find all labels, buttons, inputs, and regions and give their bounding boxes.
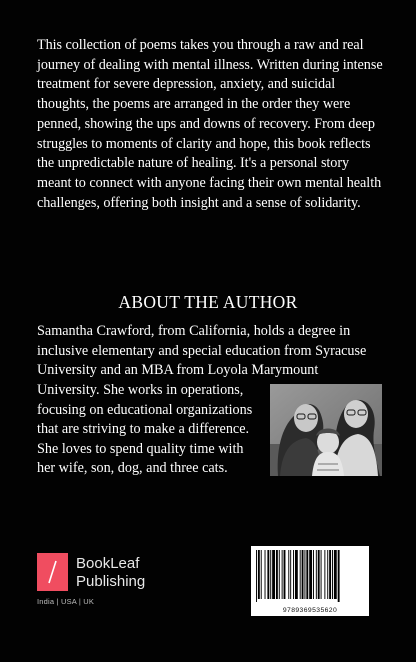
publisher-logo xyxy=(37,553,187,613)
barcode-bars xyxy=(256,550,364,602)
barcode-bar xyxy=(334,550,337,599)
barcode-bar xyxy=(309,550,312,599)
about-author-heading: ABOUT THE AUTHOR xyxy=(118,292,298,312)
author-bio-continued xyxy=(37,381,272,479)
author-bio-line: her wife, son, dog, and three cats. xyxy=(37,460,228,477)
barcode-bar xyxy=(270,550,271,599)
barcode-bar xyxy=(267,550,269,599)
barcode-bar xyxy=(329,550,331,599)
author-bio-line: that are striving to make a difference. xyxy=(37,421,250,438)
barcode-bar xyxy=(306,550,308,599)
barcode-bar xyxy=(302,550,304,599)
author-bio-line: focusing on educational organizations xyxy=(37,401,253,418)
barcode-bar xyxy=(276,550,278,599)
barcode-bar xyxy=(293,550,294,599)
isbn-number: 9789369535620 xyxy=(282,607,338,614)
barcode-bar xyxy=(290,550,291,599)
barcode-bar xyxy=(324,550,325,599)
barcode-bar xyxy=(304,550,305,599)
author-photo xyxy=(270,384,382,476)
barcode-bar xyxy=(300,550,301,599)
barcode-bar xyxy=(316,550,317,599)
publisher-name: BookLeaf xyxy=(76,555,140,572)
barcode-bar xyxy=(338,550,340,602)
barcode-bar xyxy=(318,550,320,599)
author-bio-intro: Samantha Crawford, from California, holds a degree in inclusive elementary and special education from Syracuse University and an MBA from Loyola Marymount xyxy=(37,323,367,379)
publisher-name-second-line: Publishing xyxy=(76,573,146,590)
barcode-bar xyxy=(279,550,280,599)
barcode-bar xyxy=(258,550,260,599)
barcode-bar xyxy=(313,550,314,599)
barcode-bar xyxy=(332,550,333,599)
book-blurb: This collection of poems takes you through a raw and real journey of dealing with mental illness. Written during intense treatment for severe depression, anxiety, and suicidal thoughts, the poems are arranged in the order they were penned, showing the ups and downs of recovery. From deep struggles to moments of clarity and hope, this book reflects the unpredictable nature of healing. It's a personal story meant to connect with anyone facing their own mental health challenges, offering both insight and a sense of solidarity. xyxy=(37,37,383,211)
barcode-bar xyxy=(327,550,328,599)
barcode-bar xyxy=(261,550,262,599)
barcode-bar xyxy=(284,550,286,599)
barcode-bar xyxy=(272,550,275,599)
barcode-bar xyxy=(265,550,266,599)
barcode-bar xyxy=(288,550,289,599)
barcode-bar xyxy=(321,550,322,599)
bookleaf-slash-icon xyxy=(37,553,68,591)
publisher-regions: India | USA | UK xyxy=(37,597,95,606)
author-bio-line: University. She works in operations, xyxy=(37,382,244,398)
author-bio-line: She loves to spend quality time with xyxy=(37,440,244,457)
barcode-bar xyxy=(295,550,298,599)
barcode-bar xyxy=(256,550,257,602)
isbn-barcode xyxy=(251,546,369,616)
barcode-bar xyxy=(282,550,283,599)
